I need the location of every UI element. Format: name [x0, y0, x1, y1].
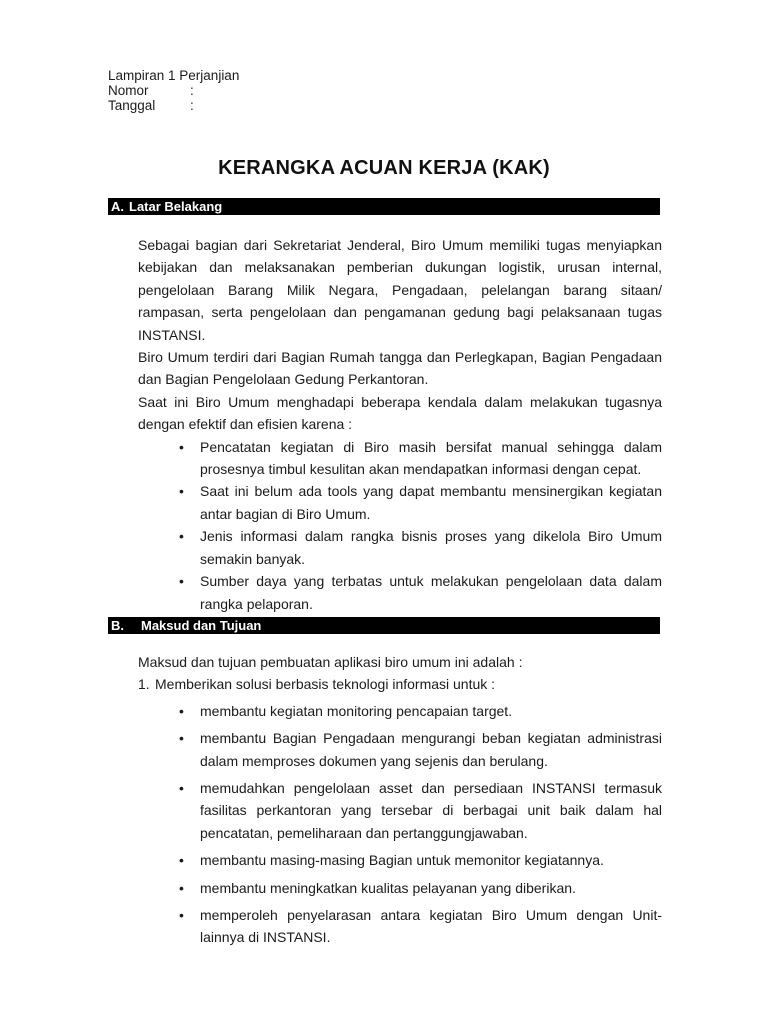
tanggal-colon: :: [190, 98, 194, 114]
list-item: • Sumber daya yang terbatas untuk melakukan pengelolaan data dalam rangka pelaporan.: [138, 570, 662, 615]
paragraph: Saat ini Biro Umum menghadapi beberapa kendala dalam melakukan tugasnya dengan efektif dan efisien karena :: [138, 393, 662, 433]
section-b-intro: Maksud dan tujuan pembuatan aplikasi biro umum ini adalah :: [138, 654, 523, 670]
section-a-bullet-list: [138, 436, 662, 615]
paragraph: Biro Umum terdiri dari Bagian Rumah tangga dan Perlegkapan, Bagian Pengadaan dan Bagian Pengelolaan Gedung Perkantoran.: [138, 349, 662, 388]
section-b-bullet-list: [138, 700, 662, 949]
list-item: • memudahkan pengelolaan asset dan persediaan INSTANSI termasuk fasilitas perkantoran yang tersebar di berbagai unit baik dalam hal pencatatan, pemeliharaan dan pertanggungjawaban.: [138, 777, 662, 844]
section-a-content: [138, 234, 662, 615]
lampiran-text: Lampiran 1 Perjanjian: [108, 68, 240, 83]
numbered-item-number: 1.: [138, 676, 150, 693]
section-b-prefix: B.: [111, 618, 124, 633]
list-item: • membantu meningkatkan kualitas pelayanan yang diberikan.: [138, 877, 662, 899]
section-a-heading-bar: [108, 198, 660, 215]
lampiran-line: [108, 68, 239, 83]
section-b-heading: Maksud dan Tujuan: [141, 618, 262, 633]
section-a-prefix: A.: [111, 199, 124, 214]
numbered-item-text: Memberikan solusi berbasis teknologi informasi untuk :: [155, 676, 496, 693]
paragraph: Sebagai bagian dari Sekretariat Jenderal, Biro Umum memiliki tugas menyiapkan kebijakan dan melaksanakan pemberian dukungan logistik, urusan internal, pengelolaan Barang Milik Negara, Pengadaan, pelelangan barang sitaan/ rampasan, serta pengelolaan dan pengamanan gedung bagi pelaksanaan tugas INSTANSI.: [138, 237, 662, 343]
nomor-colon: :: [190, 83, 194, 99]
numbered-item: [138, 673, 662, 695]
page-title: KERANGKA ACUAN KERJA (KAK): [218, 157, 550, 179]
list-item: • membantu masing-masing Bagian untuk memonitor kegiatannya.: [138, 849, 662, 871]
list-item: • membantu Bagian Pengadaan mengurangi beban kegiatan administrasi dalam memproses dokumen yang sejenis dan berulang.: [138, 727, 662, 772]
nomor-line: [108, 83, 239, 98]
list-item: • Jenis informasi dalam rangka bisnis proses yang dikelola Biro Umum semakin banyak.: [138, 525, 662, 570]
section-b-content: [138, 651, 662, 949]
tanggal-label: Tanggal: [108, 98, 156, 114]
tanggal-line: [108, 98, 239, 113]
nomor-label: Nomor: [108, 83, 149, 99]
section-a-heading: Latar Belakang: [129, 199, 223, 214]
list-item: • Saat ini belum ada tools yang dapat membantu mensinergikan kegiatan antar bagian di Biro Umum.: [138, 480, 662, 525]
lampiran-header: [108, 68, 239, 114]
list-item: • memperoleh penyelarasan antara kegiatan Biro Umum dengan Unit-lainnya di INSTANSI.: [138, 904, 662, 949]
list-item: • membantu kegiatan monitoring pencapaian target.: [138, 700, 662, 722]
section-b-heading-bar: [108, 617, 660, 634]
list-item: • Pencatatan kegiatan di Biro masih bersifat manual sehingga dalam prosesnya timbul kesulitan akan mendapatkan informasi dengan cepat.: [138, 436, 662, 481]
